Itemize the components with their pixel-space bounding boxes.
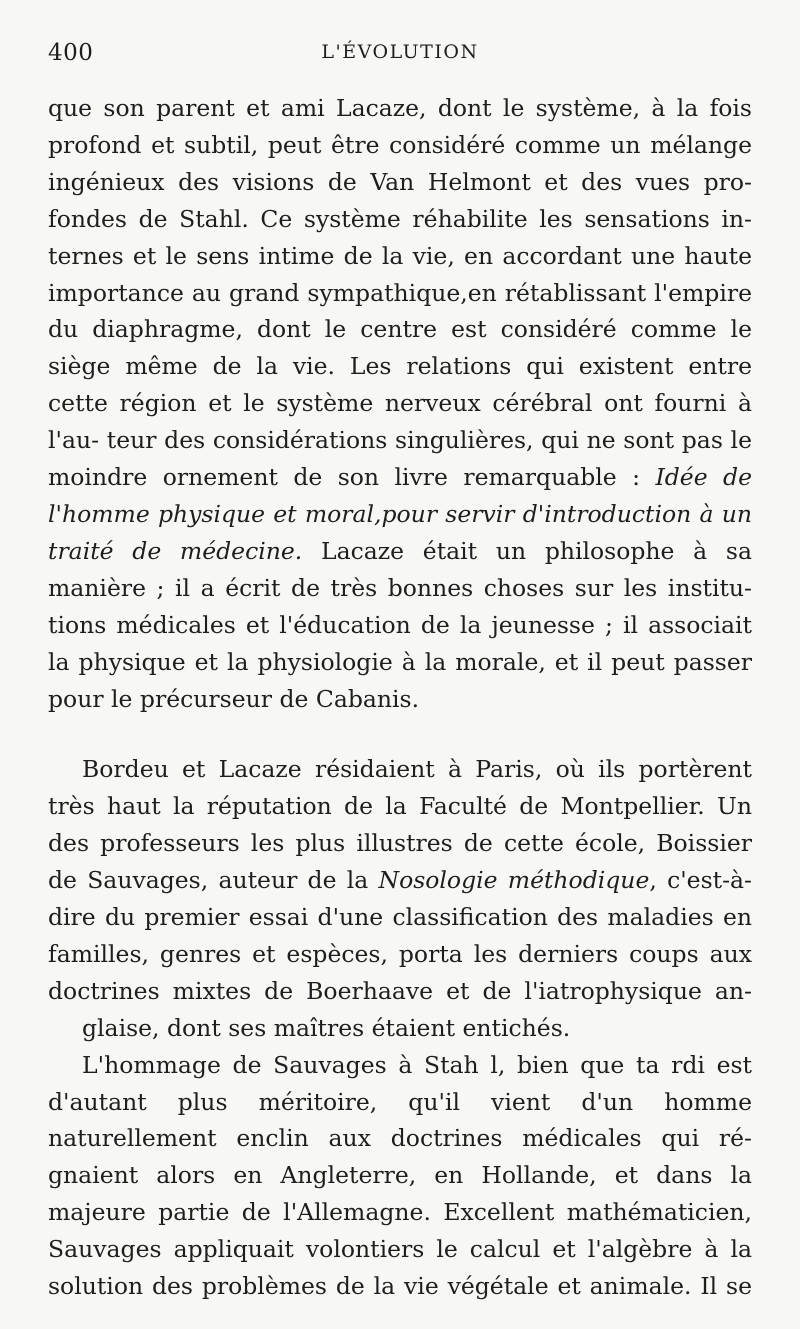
paragraph-lacaze xyxy=(48,90,752,717)
text-line: Bordeu et Lacaze résidaient à Paris, où ils portèrent très xyxy=(48,755,752,821)
text-line: importance au grand sympathique,en rétablissant l'empire xyxy=(48,278,752,307)
text-line: dire du premier essai d'une classification des maladies en xyxy=(48,903,752,932)
text-line: L'hommage de Sauvages à Stah l, bien que ta rdi xyxy=(82,1050,705,1079)
book-title-italic: à un traité de médecine. xyxy=(48,499,752,565)
text-line: est d'autant plus méritoire, qu'il vient d'un homme xyxy=(48,1050,752,1116)
body-text xyxy=(48,90,752,1305)
text-line: fondes de Stahl. Ce système réhabilite les sensations in- xyxy=(48,204,752,233)
text-line: Lacaze était un philosophe à xyxy=(302,536,708,565)
text-line: , c'est-à- xyxy=(649,866,752,895)
text-line: Sauvages appliquait volontiers le calcul et l'algèbre à la xyxy=(48,1235,752,1264)
text-line: familles, genres et espèces, porta les derniers coups aux xyxy=(48,939,752,968)
text-line: majeure partie de l'Allemagne. Excellent mathématicien, xyxy=(48,1198,752,1227)
text-line: tions médicales et l'éducation de la jeunesse ; il associait xyxy=(48,610,752,639)
paragraph-gap xyxy=(48,717,752,751)
running-title: L'ÉVOLUTION xyxy=(321,41,479,63)
text-line: teur des considérations singulières, qui ne sont pas le xyxy=(106,426,752,455)
text-line: solution des problèmes de la vie végétale et animale. Il se xyxy=(48,1272,752,1301)
text-line: glaise, dont ses maîtres étaient entichés. xyxy=(82,1013,571,1042)
text-line: du diaphragme, dont le centre est considéré comme le xyxy=(48,315,752,344)
text-line: haut la réputation de la Faculté de Montpellier. Un des xyxy=(48,792,752,858)
text-line: pour le précurseur de Cabanis. xyxy=(48,684,420,713)
text-line: siège même de la vie. Les relations qui existent entre cette xyxy=(48,352,752,418)
page-header xyxy=(48,40,752,72)
paragraph-bordeu xyxy=(48,751,752,1046)
text-line: ingénieux des visions de Van Helmont et des vues pro- xyxy=(48,167,752,196)
text-line: ternes et le sens intime de la vie, en accordant une haute xyxy=(48,241,752,270)
paragraph-sauvages xyxy=(48,1047,752,1305)
page-number: 400 xyxy=(48,40,94,66)
text-line: région et le système nerveux cérébral ont fourni à l'au- xyxy=(48,389,752,455)
text-line: professeurs les plus illustres de cette école, Boissier de xyxy=(48,829,752,895)
text-line: la physique et la physiologie à la morale, et il peut passer xyxy=(48,647,752,676)
book-title-italic: Idée de xyxy=(655,463,753,492)
book-title-italic: Nosologie méthodique xyxy=(378,866,650,895)
text-line: naturellement enclin aux doctrines médicales qui ré- xyxy=(48,1124,752,1153)
text-line: Sauvages, auteur de la xyxy=(87,866,379,895)
text-line: profond et subtil, peut être considéré comme un mélange xyxy=(48,130,752,159)
text-line: gnaient alors en Angleterre, en Hollande, et dans la xyxy=(48,1161,752,1190)
text-line: que son parent et ami Lacaze, dont le système, à la fois xyxy=(48,94,752,122)
book-title-italic: l'homme physique et moral,pour servir d'introduction xyxy=(48,499,692,528)
text-line: doctrines mixtes de Boerhaave et de l'iatrophysique an- xyxy=(48,976,752,1005)
text-line: sa manière ; il a écrit de très bonnes choses sur les institu- xyxy=(48,536,752,602)
text-line: moindre ornement de son livre remarquable : xyxy=(48,463,656,492)
